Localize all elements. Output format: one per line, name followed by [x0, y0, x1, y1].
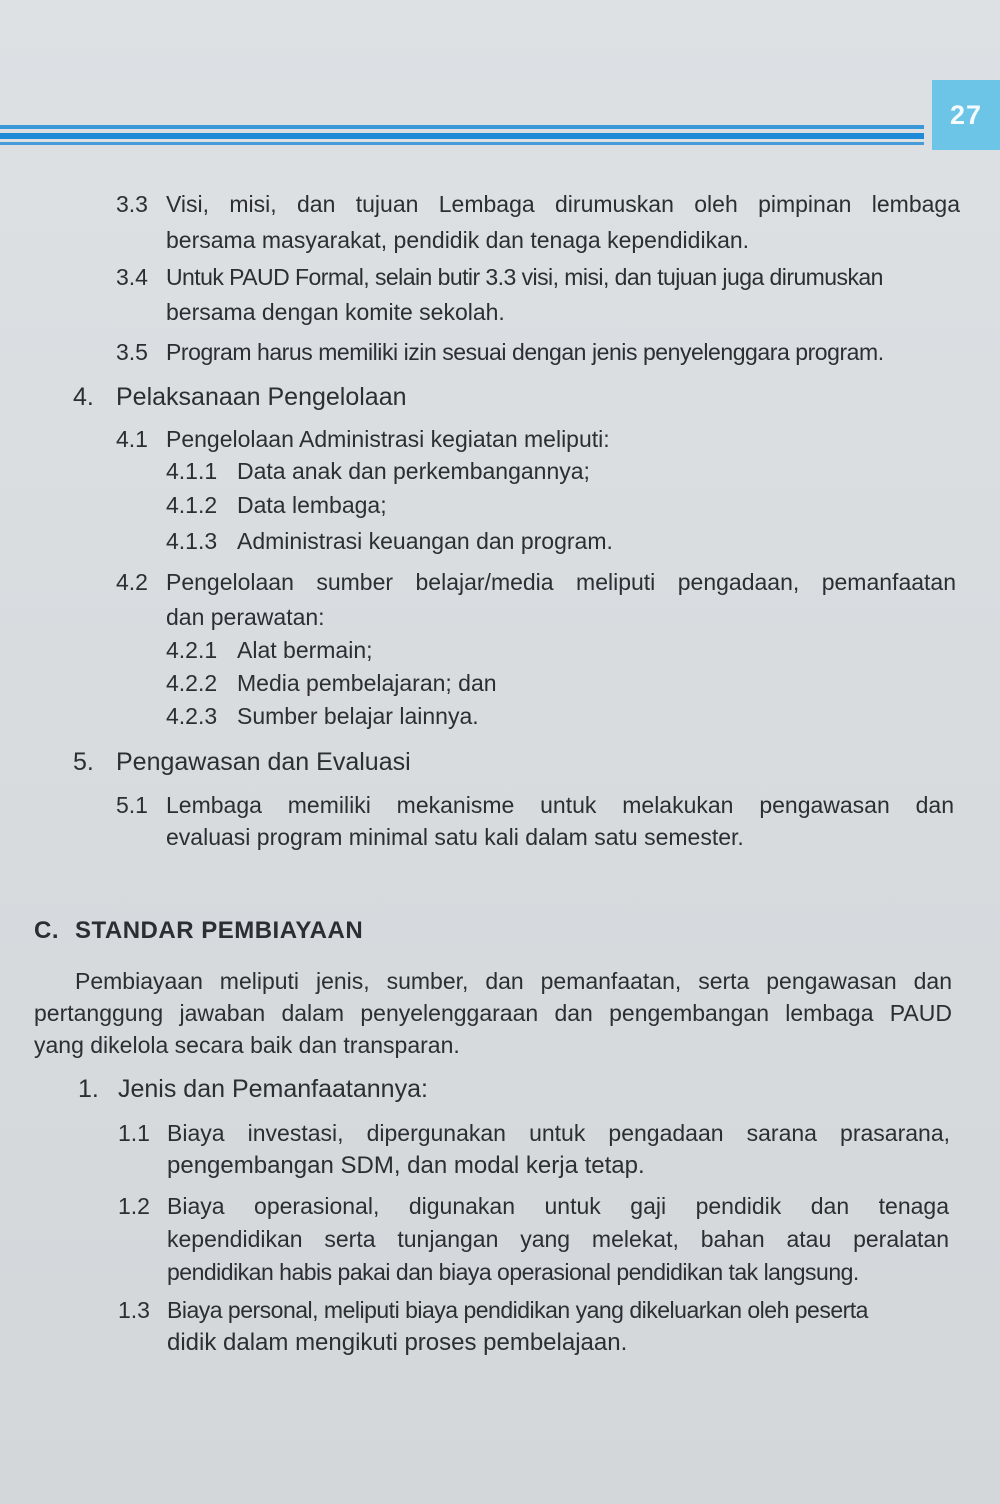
heading-number: 4. — [73, 383, 94, 411]
section-title: STANDAR PEMBIAYAAN — [75, 917, 364, 944]
item-number: 4.1 — [116, 426, 148, 452]
heading-text: Jenis dan Pemanfaatannya: — [118, 1075, 428, 1103]
subitem-number: 4.1.3 — [166, 528, 218, 554]
header-stripe — [0, 125, 924, 149]
item-text: Pengelolaan sumber belajar/media meliputi pengadaan, pemanfaatan — [166, 569, 956, 595]
subitem-text: Alat bermain; — [237, 637, 373, 663]
subitem-number: 4.2.3 — [166, 703, 218, 729]
subitem-number: 4.2.2 — [166, 670, 218, 696]
item-text: bersama masyarakat, pendidik dan tenaga kependidikan. — [166, 227, 750, 253]
header-stripe-line — [0, 142, 924, 145]
subitem-text: Media pembelajaran; dan — [237, 670, 497, 696]
page-number-box — [932, 80, 1000, 150]
item-text: Biaya investasi, dipergunakan untuk pengadaan sarana prasarana, — [167, 1120, 950, 1146]
header-stripe-line — [0, 125, 924, 129]
item-text: bersama dengan komite sekolah. — [166, 299, 505, 325]
subitem-text: Data anak dan perkembangannya; — [237, 458, 590, 484]
heading-text: Pengawasan dan Evaluasi — [116, 748, 411, 776]
item-text: Biaya personal, meliputi biaya pendidikan yang dikeluarkan oleh peserta — [167, 1297, 868, 1323]
heading-number: 5. — [73, 748, 94, 776]
heading-number: 1. — [78, 1075, 99, 1103]
item-text: didik dalam mengikuti proses pembelajaan. — [167, 1329, 628, 1356]
item-text: Pengelolaan Administrasi kegiatan meliputi: — [166, 426, 610, 452]
item-number: 3.3 — [116, 191, 148, 217]
item-number: 5.1 — [116, 792, 148, 818]
item-text: evaluasi program minimal satu kali dalam satu semester. — [166, 824, 744, 850]
item-text: kependidikan serta tunjangan yang melekat, bahan atau peralatan — [167, 1226, 949, 1252]
item-number: 3.4 — [116, 264, 148, 290]
item-text: dan perawatan: — [166, 604, 325, 630]
item-text: Untuk PAUD Formal, selain butir 3.3 visi, misi, dan tujuan juga dirumuskan — [166, 264, 883, 290]
item-text: pengembangan SDM, dan modal kerja tetap. — [167, 1152, 645, 1179]
subitem-text: Sumber belajar lainnya. — [237, 703, 479, 729]
item-text: Visi, misi, dan tujuan Lembaga dirumuskan oleh pimpinan lembaga — [166, 191, 960, 217]
section-number: C. — [34, 917, 59, 944]
subitem-number: 4.2.1 — [166, 637, 218, 663]
paragraph-line: Pembiayaan meliputi jenis, sumber, dan pemanfaatan, serta pengawasan dan — [75, 968, 952, 994]
subitem-text: Data lembaga; — [237, 492, 387, 518]
item-number: 1.3 — [118, 1297, 150, 1323]
subitem-number: 4.1.1 — [166, 458, 218, 484]
item-text: Biaya operasional, digunakan untuk gaji pendidik dan tenaga — [167, 1193, 949, 1219]
header-stripe-line — [0, 133, 924, 139]
subitem-number: 4.1.2 — [166, 492, 218, 518]
paragraph-line: yang dikelola secara baik dan transparan. — [34, 1032, 460, 1058]
item-number: 1.1 — [118, 1120, 150, 1146]
item-text: Program harus memiliki izin sesuai dengan jenis penyelenggara program. — [166, 339, 884, 365]
item-text: pendidikan habis pakai dan biaya operasional pendidikan tak langsung. — [167, 1259, 859, 1285]
heading-text: Pelaksanaan Pengelolaan — [116, 383, 407, 411]
item-number: 1.2 — [118, 1193, 150, 1219]
subitem-text: Administrasi keuangan dan program. — [237, 528, 613, 554]
paragraph-line: pertanggung jawaban dalam penyelenggaraan dan pengembangan lembaga PAUD — [34, 1000, 952, 1026]
item-number: 4.2 — [116, 569, 148, 595]
item-text: Lembaga memiliki mekanisme untuk melakukan pengawasan dan — [166, 792, 954, 818]
page-number: 27 — [949, 99, 983, 130]
item-number: 3.5 — [116, 339, 148, 365]
